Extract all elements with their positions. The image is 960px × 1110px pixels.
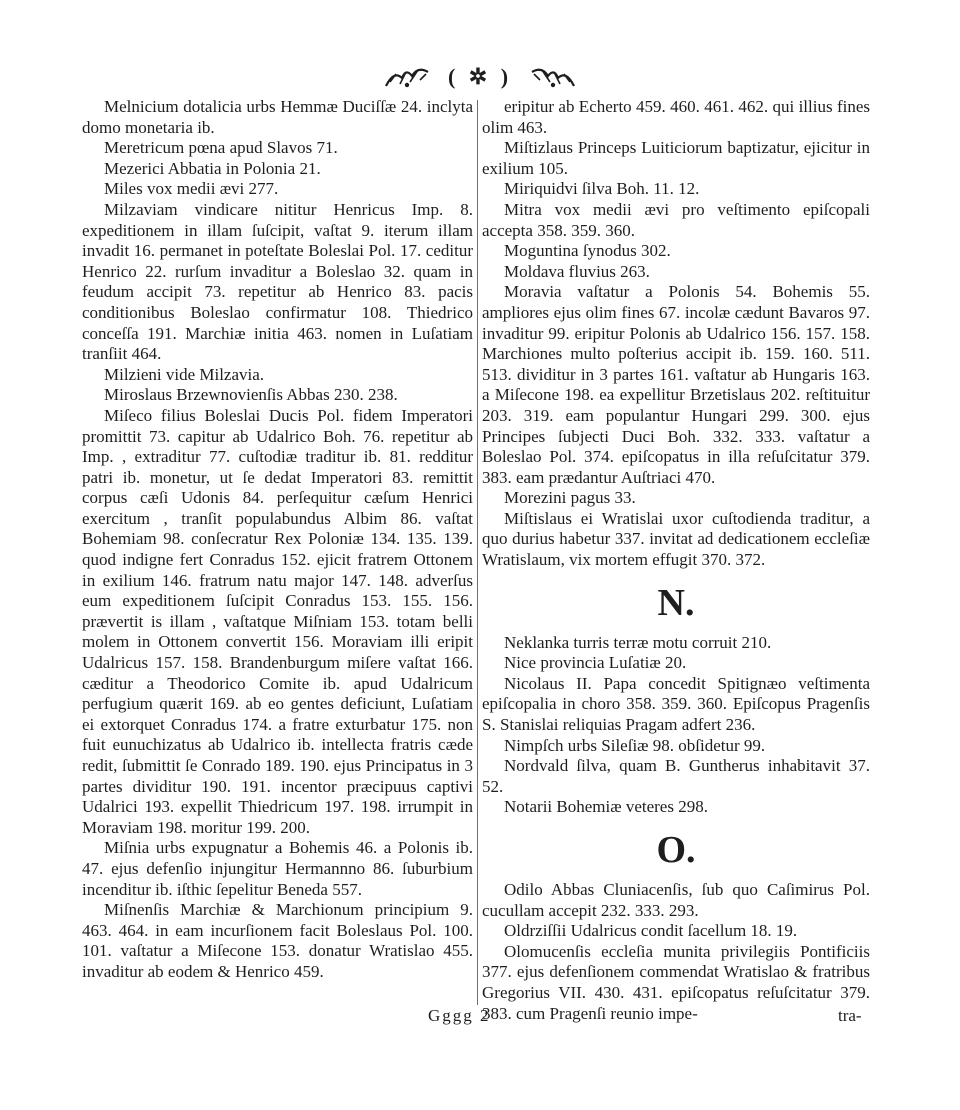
index-entry: Melnicium dotalicia urbs Hemmæ Duciſſæ 24. inclyta domo monetaria ib. [82,97,473,137]
index-entry: Milzieni vide Milzavia. [104,364,265,384]
index-entry: Miroslaus Brzewnovienſis Abbas 230. 238. [104,385,398,405]
index-entry: Miſnenſis Marchiæ & Marchionum principium 9. 463. 464. in eam incurſionem facit Boleslaus Pol. 100. 101. vaſtatur a Miſecone 153. donatur Wratislao 455. invaditur ab eodem & Henrico 459. [82,900,473,981]
section-letter-o: O. [656,829,696,871]
signature-mark: Gggg 2 [428,1006,491,1025]
index-entry: Moravia vaſtatur a Polonis 54. Bohemis 55. ampliores ejus olim fines 67. incolæ cædunt Bavaros 97. invaditur 99. eripitur Polonis ab Udalrico 156. 157. 158. Marchiones multo poſterius accipit ib. 159. 160. 511. 513. dividitur in 3 partes 161. vaſtatur ab Hungaris 163. a Miſecone 198. ea expellitur Brzetislaus 202. reſtituitur 203. 319. eam populantur Hungari 299. 300. ejus Principes ſubjecti Duci Boh. 332. 333. vaſtatur a Boleslao Pol. 374. epiſcopatus in illa reſuſcitatur 379. 383. eam prædantur Auſtriaci 470. [482,282,870,487]
index-entry: Miſeco filius Boleslai Ducis Pol. fidem Imperatori promittit 73. capitur ab Udalrico Boh. 76. repetitur ab Imp. , extraditur 77. cuſtodiæ traditur ib. 81. redditur patri ib. monetur, ut ſe dedat Imperatori 83. remittit corpus cæſi Udonis 84. perſequitur cæſum Henrici exercitum , tranſit populabundus Albim 86. vaſtat Bohemiam 98. conſecratur Rex Poloniæ 134. 135. 139. quod indigne fert Conradus 152. ejicit fratrem Ottonem in exilium 146. fratrum natu major 147. 148. adverſus eum expeditionem ſuſcipit Conradus 153. 155. 156. prævertit is illam , vaſtatque Miſniam 153. totam belli molem in Ottonem convertit 156. Moraviam illi eripit Udalricus 157. 158. Brandenburgum miſere vaſtat 166. cæditur a Theodorico Comite ib. apud Udalricum perfugium quærit 169. ab eo gentes deficiunt, Luſatiam ei extorquet Conradus 174. a fratre exturbatur 175. non fuit eunuchizatus ab Udalrico ib. intellecta fratris cæde redit, ſubmittit ſe Conrado 189. 190. ejus Principatus in 3 partes dividitur 190. 191. incentor præcipuus captivi Udalrici 193. expellit Thiedricum 197. 198. irrumpit in Moraviam 198. moritur 199. 200. [82,405,473,837]
index-entry: Moldava fluvius 263. [504,261,650,281]
index-entry: eripitur ab Echerto 459. 460. 461. 462. qui illius fines olim 463. [482,97,870,137]
index-entry: Miriquidvi ſilva Boh. 11. 12. [504,179,700,199]
header-mark: ( ✲ ) [447,64,513,89]
index-entry: Mitra vox medii ævi pro veſtimento epiſcopali accepta 358. 359. 360. [482,199,870,240]
page-header [0,60,960,94]
index-entry: Miſtislaus ei Wratislai uxor cuſtodienda traditur, a quo durius habetur 337. invitat ad dedicationem eccleſiæ Wratislaum, vix mortem effugit 370. 372. [482,508,870,570]
index-entry: Miles vox medii ævi 277. [104,179,279,199]
section-letter-n: N. [657,581,695,624]
index-entry: Meretricum pœna apud Slavos 71. [104,138,338,158]
index-entry: Neklanka turris terræ motu corruit 210. [504,632,772,652]
right-ornament-icon [530,64,576,90]
right-column [482,97,870,1024]
index-entry: Morezini pagus 33. [504,488,636,508]
index-entry: Oldrziſſii Udalricus condit ſacellum 18. 19. [504,921,798,941]
index-entry: Notarii Bohemiæ veteres 298. [504,797,708,817]
index-entry: Milzaviam vindicare nititur Henricus Imp. 8. expeditionem in illam ſuſcipit, vaſtat 9. iterum illam invadit 16. permanet in poteſtate Boleslai Pol. 17. ceditur Henrico 22. rurſum invaditur a Boleslao 32. quam in feudum accipit 73. repetitur ab Henrico 83. pacis conditionibus Boleslao confirmatur 108. Thiedrico conceſſa 191. Marchiæ initia 463. nomen in Luſatiam tranſiit 464. [82,199,473,364]
index-entry: Nordvald ſilva, quam B. Guntherus inhabitavit 37. 52. [482,756,870,796]
catchword: tra- [838,1006,862,1025]
index-entry: Odilo Abbas Cluniacenſis, ſub quo Caſimirus Pol. cucullam accepit 232. 333. 293. [482,880,870,920]
index-entry: Nimpſch urbs Sileſiæ 98. obſidetur 99. [504,735,766,755]
index-entry: Olomucenſis eccleſia munita privilegiis Pontificiis 377. ejus defenſionem commendat Wratislao & fratribus Gregorius VII. 430. 431. epiſcopatus reſuſcitatur 379. 383. cum Pragenſi reunio impe- [482,941,870,1023]
index-entry: Mezerici Abbatia in Polonia 21. [104,158,321,178]
left-ornament-icon [384,64,430,90]
index-entry: Miſnia urbs expugnatur a Bohemis 46. a Polonis ib. 47. ejus defenſio injungitur Hermannno 86. ſuburbium incenditur ib. iſthic ſepelitur Beneda 557. [82,838,473,899]
column-divider [477,100,478,1005]
index-entry: Nicolaus II. Papa concedit Spitignæo veſtimenta epiſcopalia in choro 358. 359. 360. Epiſcopus Pragenſis S. Stanislai reliquias Pragam adfert 236. [482,673,870,735]
index-entry: Nice provincia Luſatiæ 20. [504,653,687,673]
left-column [82,97,473,983]
index-entry: Moguntina ſynodus 302. [504,241,671,261]
index-entry: Miſtizlaus Princeps Luiticiorum baptizatur, ejicitur in exilium 105. [482,138,870,178]
